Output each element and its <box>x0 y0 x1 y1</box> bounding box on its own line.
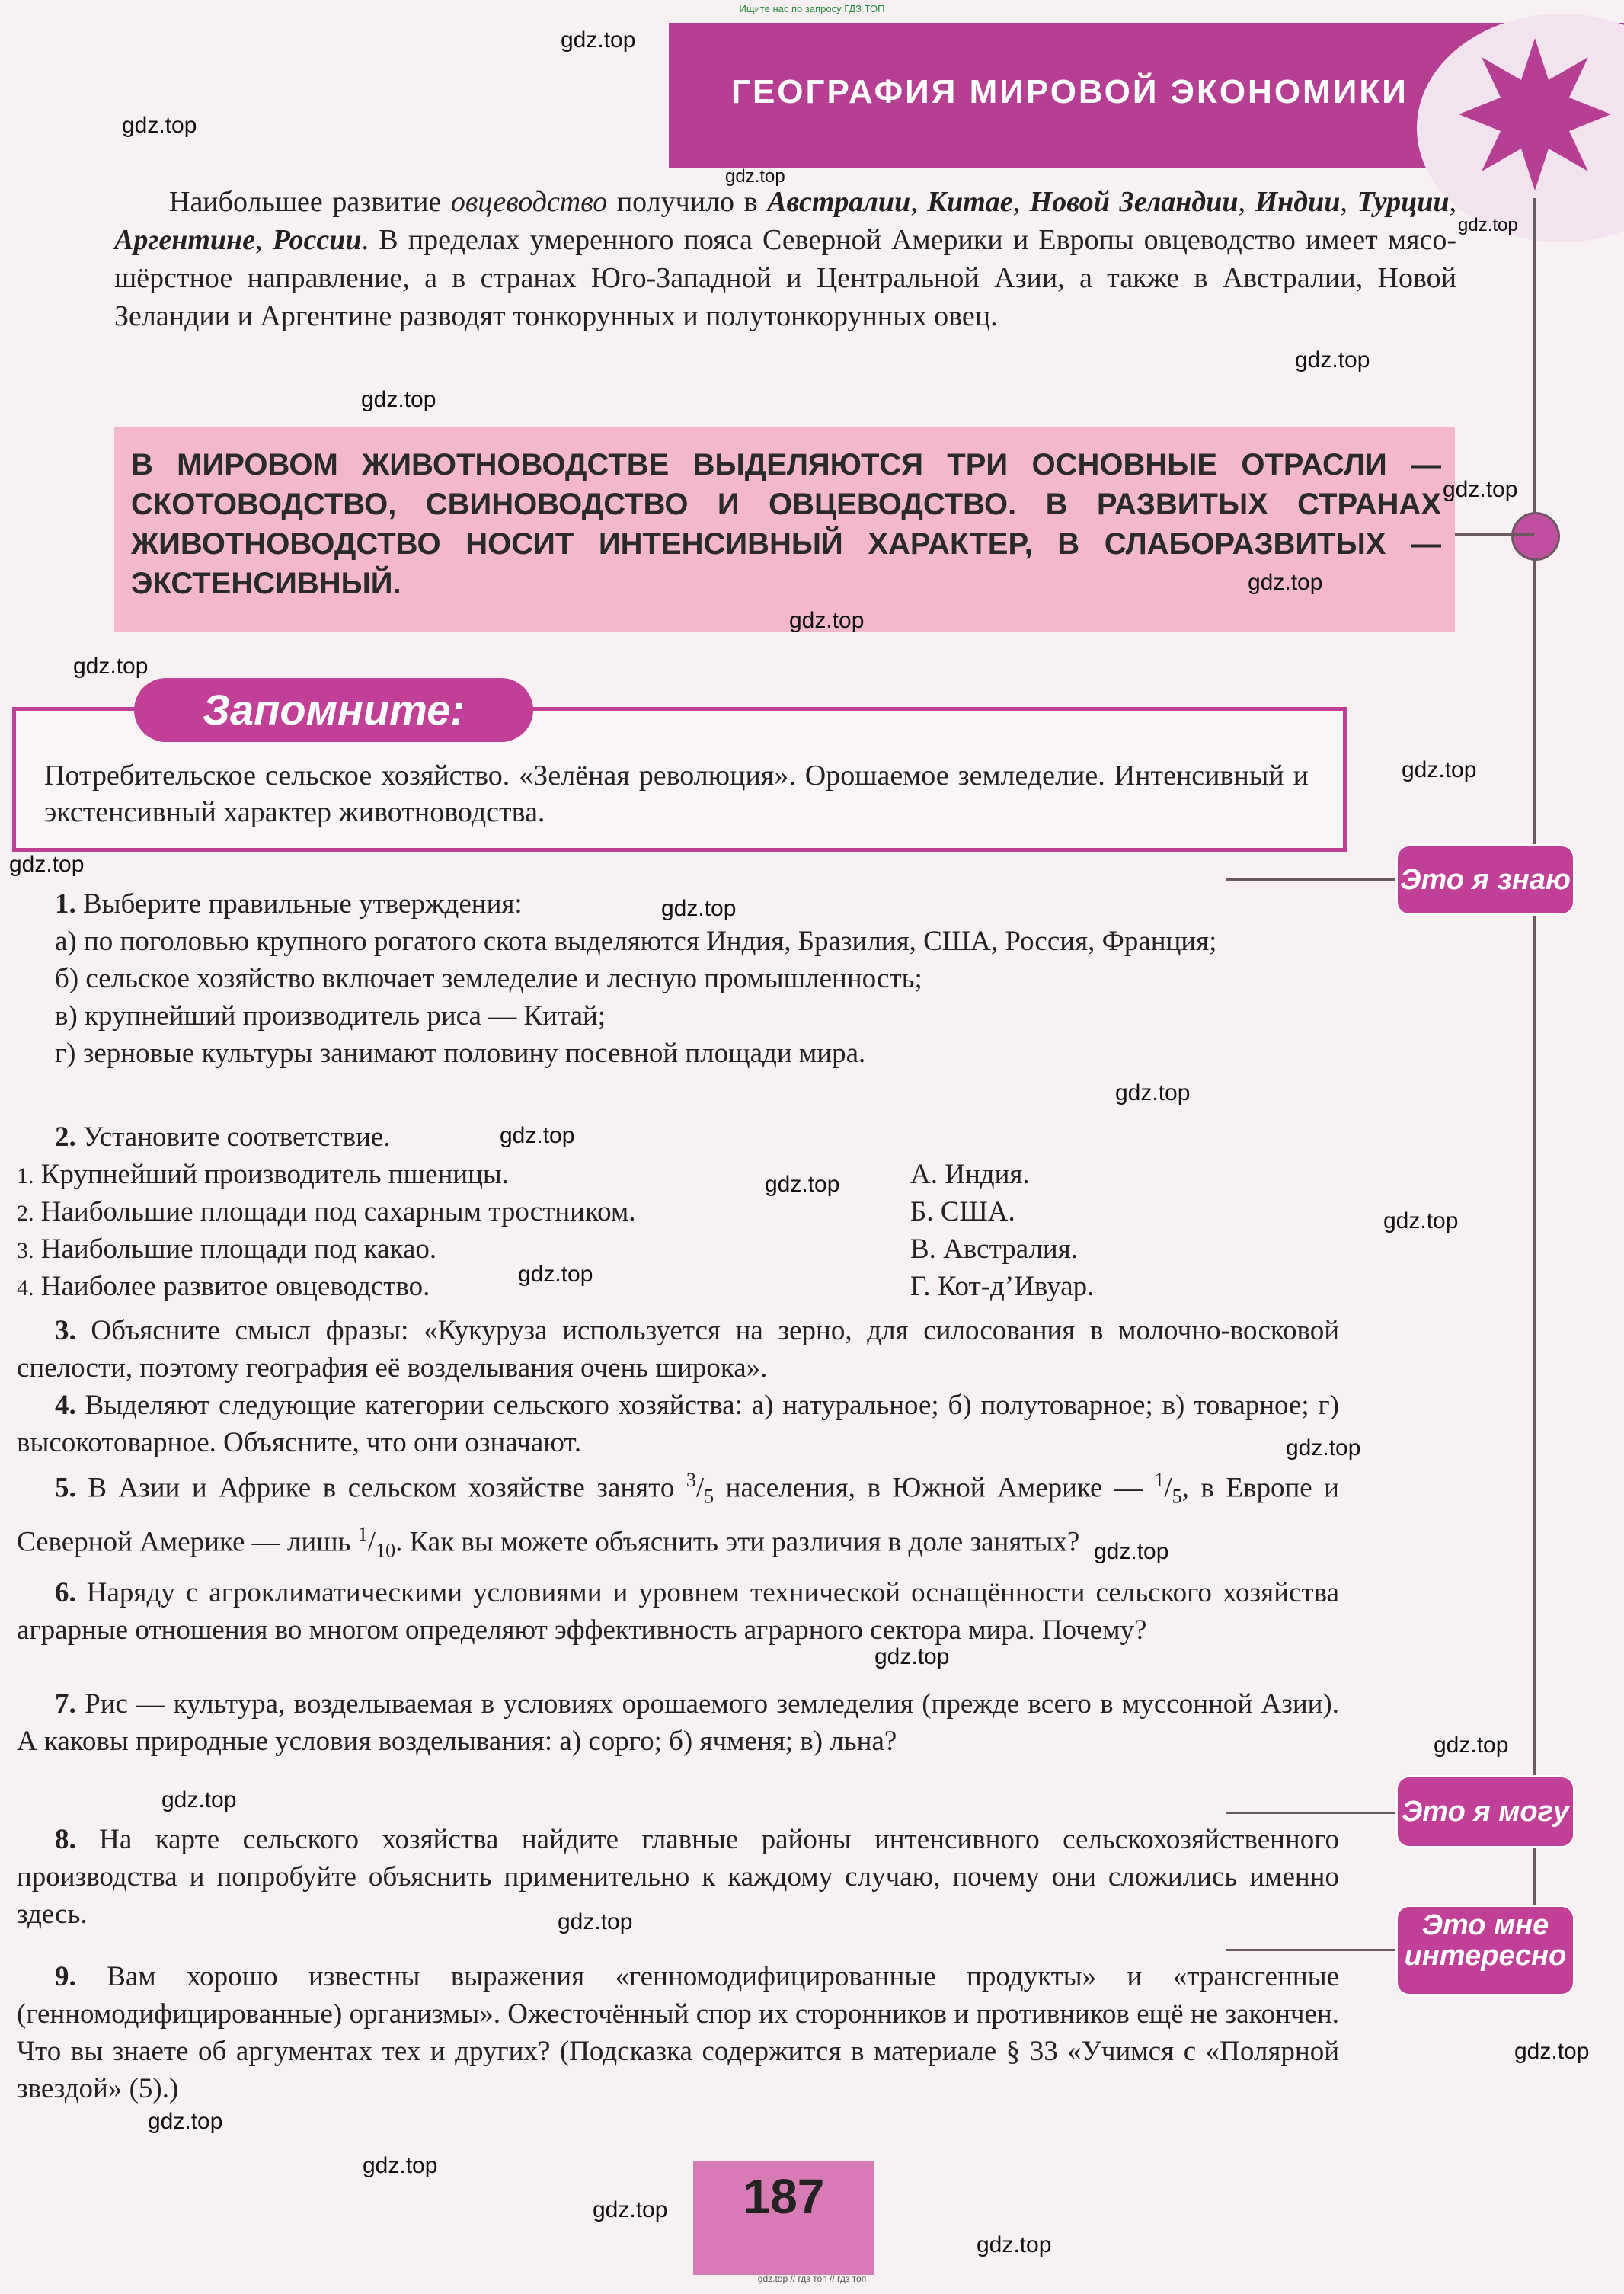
intro-text: , <box>910 186 928 218</box>
remember-text: Потребительское сельское хозяйство. «Зелёная революция». Орошаемое земледелие. Интенсивный и экстенсивный характер животноводства. <box>44 760 1309 828</box>
watermark: gdz.top <box>9 852 85 877</box>
watermark: gdz.top <box>1383 1208 1459 1233</box>
question-4 <box>17 1387 1339 1461</box>
watermark: gdz.top <box>148 2109 223 2134</box>
rule-text: В МИРОВОМ ЖИВОТНОВОДСТВЕ ВЫДЕЛЯЮТСЯ ТРИ ОСНОВНЫЕ ОТРАСЛИ — СКОТОВОДСТВО, СВИНОВОДСТВО И ОВЦЕВОДСТВО. В РАЗВИТЫХ СТРАНАХ ЖИВОТНОВОДСТВО НОСИТ ИНТЕНСИВНЫЙ ХАРАКТЕР, В СЛАБОРАЗВИТЫХ — ЭКСТЕНСИВНЫЙ. <box>131 448 1441 600</box>
country-name: Аргентине <box>114 224 255 256</box>
watermark: gdz.top <box>73 654 149 679</box>
watermark: gdz.top <box>1402 757 1477 782</box>
watermark: gdz.top <box>1295 347 1370 373</box>
country-name: Турции <box>1357 186 1450 218</box>
question-text: Выделяют следующие категории сельского хозяйства: а) натуральное; б) полутоварное; в) товарное; г) высокотоварное. Объясните, что они означают. <box>17 1390 1339 1458</box>
question-8 <box>17 1821 1339 1933</box>
question-number: 5. <box>55 1472 76 1504</box>
question-number: 7. <box>55 1688 76 1720</box>
question-number: 6. <box>55 1577 76 1608</box>
country-name: Китае <box>927 186 1013 218</box>
question-number: 3. <box>55 1315 76 1346</box>
answer-option: б) сельское хозяйство включает земледелие и лесную промышленность; <box>55 963 922 994</box>
match-left-item <box>17 1156 509 1195</box>
intro-text: , <box>1449 186 1457 218</box>
watermark: gdz.top <box>1443 477 1518 502</box>
question-text: , в Европе и Северной Америке — лишь <box>17 1472 1339 1558</box>
question-9 <box>17 1958 1339 2107</box>
watermark: gdz.top <box>558 1909 633 1934</box>
intro-paragraph <box>114 183 1456 335</box>
country-name: России <box>272 224 362 256</box>
fraction-denominator: 5 <box>704 1485 714 1508</box>
item-text: Крупнейший производитель пшеницы. <box>40 1159 510 1190</box>
watermark: gdz.top <box>1115 1080 1191 1105</box>
question-text: Выберите правильные утверждения: <box>75 888 523 920</box>
fraction-numerator: 1 <box>357 1522 368 1545</box>
question-number: 1. <box>55 888 76 920</box>
question-number: 8. <box>55 1824 76 1855</box>
question-number: 4. <box>55 1390 76 1421</box>
watermark: gdz.top <box>1514 2039 1590 2064</box>
match-left-item <box>17 1268 430 1307</box>
question-text: . Как вы можете объяснить эти различия в доле занятых? <box>395 1526 1080 1558</box>
watermark: gdz.top <box>1094 1539 1169 1564</box>
right-rail-line <box>1533 198 1536 1981</box>
intro-text: . В пределах умеренного пояса Северной Америки и Европы овцеводство имеет мясо-шёрстное направление, а в странах Юго-Западной и Центральной Азии, а также в Австралии, Новой Зеландии и Аргентине разводят тонкорунных и полутонкорунных овец. <box>114 224 1456 332</box>
tab-this-is-interesting[interactable]: Это мне интересно <box>1395 1905 1575 1996</box>
watermark: gdz.top <box>1434 1732 1509 1758</box>
remember-label: Запомните: <box>134 678 533 742</box>
question-text: На карте сельского хозяйства найдите главные районы интенсивного сельскохозяйственного производства и попробуйте объяснить применительно к каждому случаю, почему они сложились именно здесь. <box>17 1824 1339 1930</box>
item-number: 4. <box>17 1275 34 1301</box>
match-left-item <box>17 1193 636 1232</box>
intro-text: , <box>1012 186 1030 218</box>
star-icon <box>1459 38 1611 190</box>
question-text: В Азии и Африке в сельском хозяйстве занято <box>75 1472 686 1504</box>
question-number: 9. <box>55 1961 76 1992</box>
question-text: Объясните смысл фразы: «Кукуруза используется на зерно, для силосования в молочно-восковой спелости, поэтому география её возделывания очень широка». <box>17 1315 1339 1384</box>
match-right-item: В. Австралия. <box>910 1233 1078 1265</box>
watermark: gdz.top <box>593 2197 668 2222</box>
watermark: gdz.top <box>1458 215 1518 235</box>
watermark: gdz.top <box>1286 1435 1361 1461</box>
watermark: gdz.top <box>518 1262 593 1287</box>
question-2 <box>17 1118 1339 1156</box>
watermark: gdz.top <box>765 1172 840 1197</box>
watermark: gdz.top <box>361 387 436 412</box>
watermark: gdz.top <box>122 113 197 138</box>
country-name: Австралии <box>767 186 911 218</box>
intro-term: овцеводство <box>450 186 608 218</box>
intro-text: Наибольшее развитие <box>169 186 451 218</box>
item-number: 2. <box>17 1201 34 1226</box>
match-right-item: Б. США. <box>910 1196 1015 1227</box>
fraction-denominator: 10 <box>376 1539 396 1562</box>
question-text: населения, в Южной Америке — <box>714 1472 1155 1504</box>
intro-text: , <box>1340 186 1357 218</box>
country-name: Индии <box>1255 186 1341 218</box>
question-text: Установите соответствие. <box>75 1121 391 1153</box>
fraction-numerator: 1 <box>1154 1469 1165 1491</box>
intro-text: получило в <box>607 186 768 218</box>
country-name: Новой Зеландии <box>1029 186 1239 218</box>
item-number: 3. <box>17 1238 34 1263</box>
question-5: 5. В Азии и Африке в сельском хозяйстве занято $^3/_5$ населения, в Южной Америке — $^1/_5$, в Европе и Северной Америке — лишь $^1/_{10}$. Как вы можете объяснить эти различия в доле занятых? <box>17 1469 1339 1562</box>
watermark: gdz.top <box>661 896 737 921</box>
question-3 <box>17 1312 1339 1387</box>
question-7 <box>17 1685 1339 1760</box>
question-6 <box>17 1574 1339 1649</box>
question-number: 2. <box>55 1121 76 1153</box>
item-text: Наибольшие площади под какао. <box>40 1233 437 1265</box>
bottom-note: gdz.top // гдз топ // гдз топ <box>757 2273 867 2284</box>
answer-option: а) по поголовью крупного рогатого скота выделяются Индия, Бразилия, США, Россия, Франция; <box>55 926 1217 957</box>
item-number: 1. <box>17 1163 34 1189</box>
watermark: gdz.top <box>1248 570 1323 595</box>
top-search-note: Ищите нас по запросу ГДЗ ТОП <box>739 3 885 14</box>
rail-dot <box>1511 512 1560 561</box>
question-text: Вам хорошо известны выражения «генномодифицированные продукты» и «трансгенные (генномодифицированные) организмы». Ожесточённый спор их сторонников и противников ещё не закончен. Что вы знаете об аргументах тех и других? (Подсказка содержится в материале § 33 «Учимся с «Полярной звездой» (5).) <box>17 1961 1339 2104</box>
watermark: gdz.top <box>363 2153 438 2178</box>
tab-this-i-know[interactable]: Это я знаю <box>1395 844 1575 916</box>
watermark: gdz.top <box>161 1787 237 1812</box>
match-right-item: Г. Кот-д’Ивуар. <box>910 1271 1095 1302</box>
watermark: gdz.top <box>725 166 785 187</box>
watermark: gdz.top <box>789 608 865 633</box>
page-number: 187 <box>743 2169 825 2224</box>
item-text: Наибольшие площади под сахарным тростником. <box>40 1196 636 1227</box>
watermark: gdz.top <box>977 2232 1052 2257</box>
intro-text: , <box>1238 186 1255 218</box>
question-text: Рис — культура, возделываемая в условиях орошаемого земледелия (прежде всего в муссонной Азии). А каковы природные условия возделывания: а) сорго; б) ячменя; в) льна? <box>17 1688 1339 1757</box>
fraction-numerator: 3 <box>686 1469 696 1491</box>
watermark: gdz.top <box>874 1644 950 1669</box>
watermark: gdz.top <box>500 1123 575 1148</box>
page-header-title: ГЕОГРАФИЯ МИРОВОЙ ЭКОНОМИКИ <box>731 73 1408 110</box>
fraction-denominator: 5 <box>1172 1485 1182 1508</box>
tab-this-i-can[interactable]: Это я могу <box>1395 1775 1575 1848</box>
watermark: gdz.top <box>561 27 636 53</box>
match-right-item: А. Индия. <box>910 1159 1030 1190</box>
answer-option: г) зерновые культуры занимают половину посевной площади мира. <box>55 1038 866 1069</box>
intro-text: , <box>255 224 273 256</box>
item-text: Наиболее развитое овцеводство. <box>40 1271 430 1302</box>
answer-option: в) крупнейший производитель риса — Китай; <box>55 1000 606 1032</box>
question-text: Наряду с агроклиматическими условиями и уровнем технической оснащённости сельского хозяйства аграрные отношения во многом определяют эффективность аграрного сектора мира. Почему? <box>17 1577 1339 1646</box>
match-left-item <box>17 1230 436 1269</box>
